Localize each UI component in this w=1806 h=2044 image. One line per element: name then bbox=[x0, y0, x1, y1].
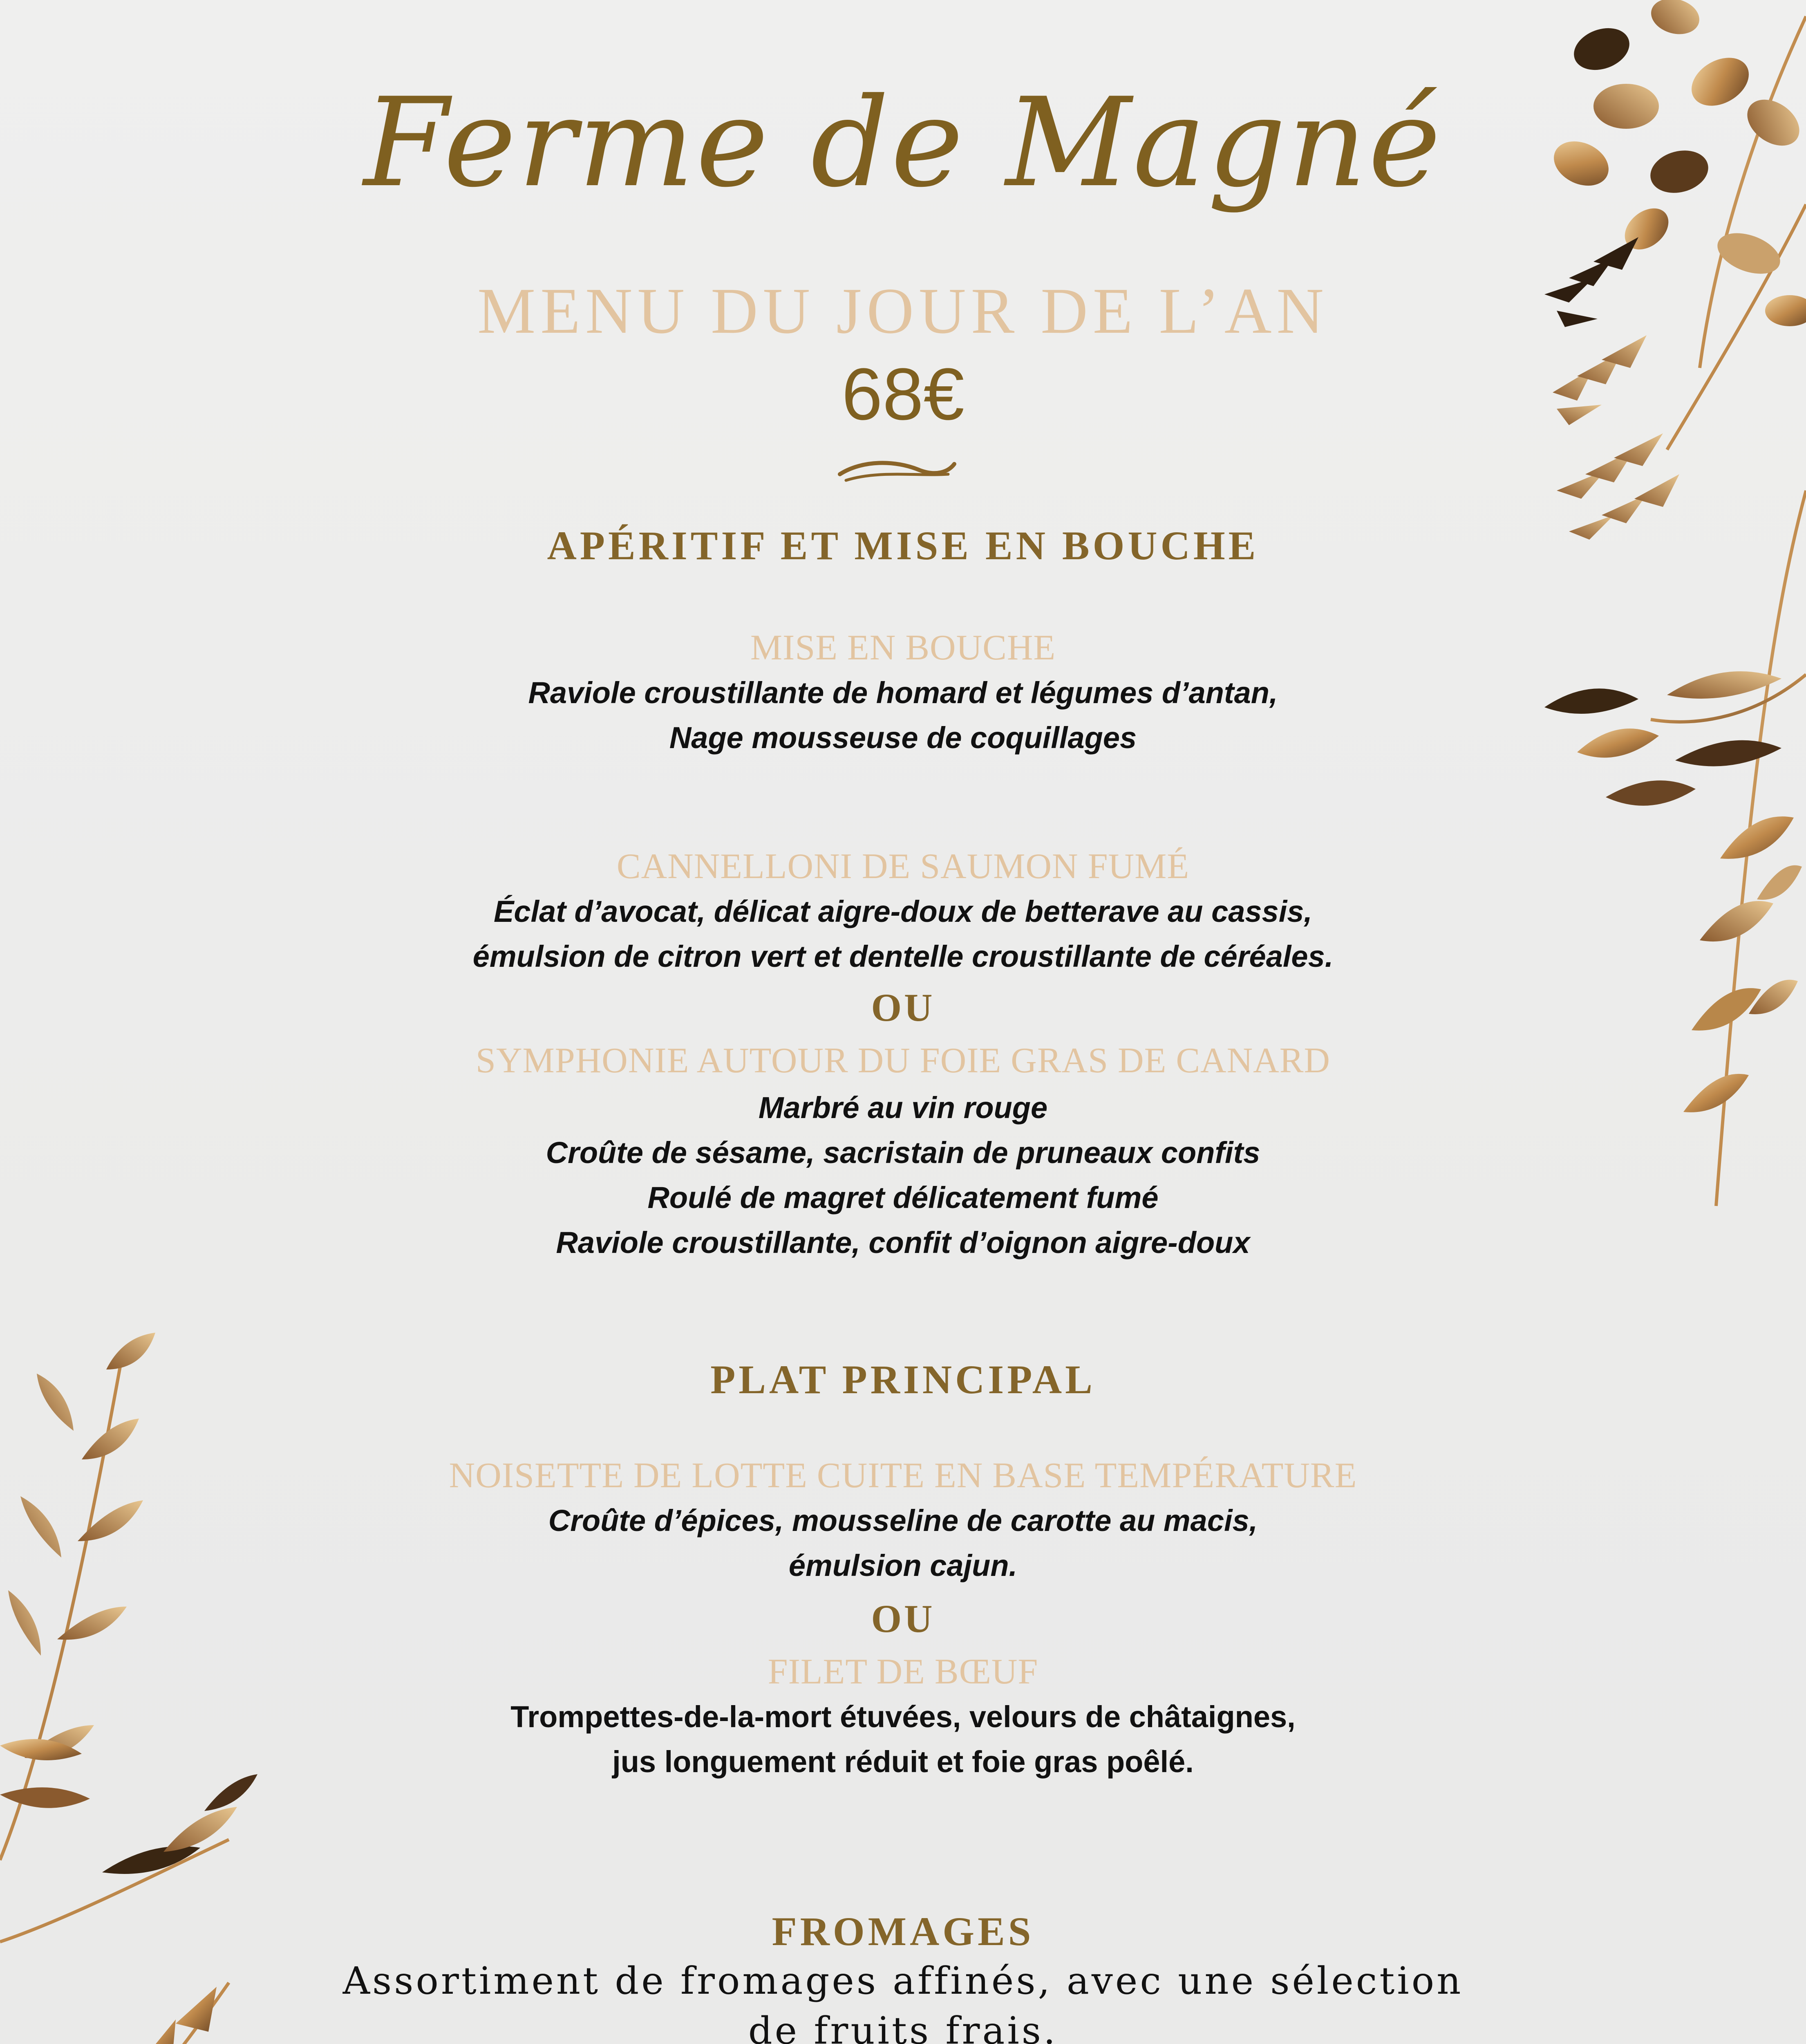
dish-description-line: Éclat d’avocat, délicat aigre-doux de betterave au cassis, bbox=[494, 894, 1312, 928]
dish-description-line: jus longuement réduit et foie gras poêlé. bbox=[612, 1745, 1194, 1779]
dish-description-line: Nage mousseuse de coquillages bbox=[669, 721, 1137, 755]
dish-description-line: Raviole croustillante, confit d’oignon aigre-doux bbox=[556, 1226, 1250, 1260]
or-separator: OU bbox=[871, 1597, 935, 1641]
dish-title-filet-de-boeuf: FILET DE BŒUF bbox=[768, 1652, 1038, 1692]
dish-description-line: Croûte d’épices, mousseline de carotte au macis, bbox=[548, 1504, 1258, 1537]
dish-description-line: Raviole croustillante de homard et légumes d’antan, bbox=[528, 676, 1278, 710]
fromages-description-line: Assortiment de fromages affinés, avec une sélection bbox=[342, 1959, 1464, 2003]
dish-description-line: Marbré au vin rouge bbox=[758, 1091, 1048, 1125]
section-title-plat-principal: PLAT PRINCIPAL bbox=[710, 1357, 1096, 1402]
section-title-aperitif: APÉRITIF ET MISE EN BOUCHE bbox=[547, 523, 1259, 568]
flourish-ornament bbox=[838, 452, 956, 489]
dish-description-line: émulsion cajun. bbox=[788, 1549, 1018, 1582]
dish-title-mise-en-bouche: MISE EN BOUCHE bbox=[750, 628, 1056, 668]
restaurant-name: Ferme de Magné bbox=[363, 72, 1443, 214]
dish-description-line: Trompettes-de-la-mort étuvées, velours de châtaignes, bbox=[510, 1700, 1296, 1734]
dish-title-symphonie: SYMPHONIE AUTOUR DU FOIE GRAS DE CANARD bbox=[476, 1041, 1330, 1080]
dish-description-line: émulsion de citron vert et dentelle croustillante de céréales. bbox=[472, 939, 1334, 973]
menu-title: MENU DU JOUR DE L’AN bbox=[477, 274, 1329, 347]
menu-price: 68€ bbox=[841, 353, 965, 435]
section-title-fromages: FROMAGES bbox=[772, 1909, 1034, 1954]
dish-description-line: Roulé de magret délicatement fumé bbox=[647, 1181, 1159, 1215]
fromages-description-line: de fruits frais. bbox=[748, 2009, 1058, 2044]
dish-description-line: Croûte de sésame, sacristain de pruneaux confits bbox=[546, 1136, 1260, 1170]
dish-title-lotte: NOISETTE DE LOTTE CUITE EN BASE TEMPÉRATURE bbox=[449, 1456, 1357, 1495]
dish-title-cannelloni: CANNELLONI DE SAUMON FUMÉ bbox=[616, 847, 1190, 886]
or-separator: OU bbox=[871, 986, 935, 1029]
